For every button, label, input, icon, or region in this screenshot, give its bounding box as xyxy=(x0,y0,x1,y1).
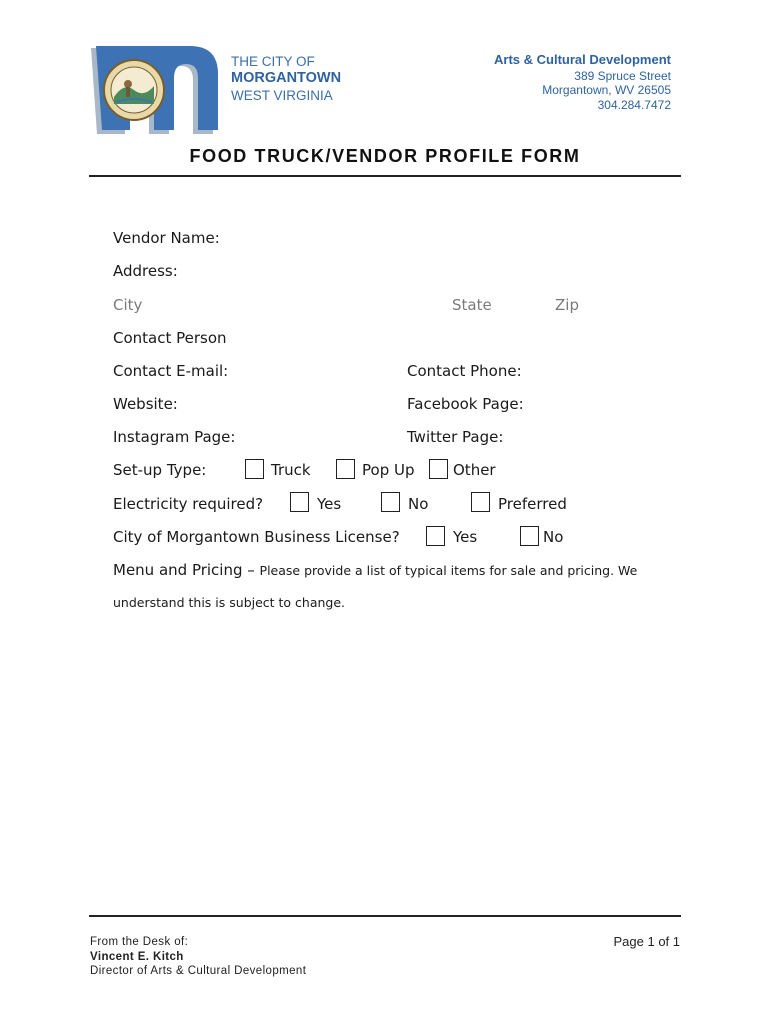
electricity-label: Electricity required? xyxy=(113,495,264,513)
org-city-line: Morgantown, WV 26505 xyxy=(542,83,671,97)
license-label: City of Morgantown Business License? xyxy=(113,528,400,546)
electricity-preferred-checkbox[interactable] xyxy=(471,492,490,512)
footer-name: Vincent E. Kitch xyxy=(90,951,184,963)
electricity-yes-checkbox[interactable] xyxy=(290,492,309,512)
menu-pricing-label: Menu and Pricing – xyxy=(113,561,260,579)
menu-pricing-note: Please provide a list of typical items for sale and pricing. We xyxy=(259,563,638,578)
electricity-no-checkbox[interactable] xyxy=(381,492,400,512)
setup-truck-checkbox[interactable] xyxy=(245,459,264,479)
header-city-of: THE CITY OF xyxy=(231,54,315,69)
electricity-preferred-label: Preferred xyxy=(498,495,567,513)
setup-other-label: Other xyxy=(453,461,496,479)
page-number: Page 1 of 1 xyxy=(613,934,680,949)
instagram-label: Instagram Page: xyxy=(113,428,236,446)
setup-popup-checkbox[interactable] xyxy=(336,459,355,479)
electricity-yes-label: Yes xyxy=(317,495,342,513)
city-seal-logo-icon xyxy=(88,42,223,137)
address-label: Address: xyxy=(113,262,178,280)
city-label: City xyxy=(113,296,143,314)
footer-divider xyxy=(89,915,681,917)
state-label: State xyxy=(452,296,492,314)
header-city-name: MORGANTOWN xyxy=(231,70,342,86)
license-yes-label: Yes xyxy=(453,528,478,546)
menu-pricing-row xyxy=(113,561,637,580)
menu-pricing-note-2: understand this is subject to change. xyxy=(113,595,346,610)
header-city-state: WEST VIRGINIA xyxy=(231,88,333,103)
license-yes-checkbox[interactable] xyxy=(426,526,445,546)
facebook-label: Facebook Page: xyxy=(407,395,524,413)
footer-role: Director of Arts & Cultural Development xyxy=(90,965,307,977)
license-no-label: No xyxy=(543,528,564,546)
setup-popup-label: Pop Up xyxy=(362,461,415,479)
vendor-name-label: Vendor Name: xyxy=(113,229,220,247)
contact-phone-label: Contact Phone: xyxy=(407,362,522,380)
footer-from: From the Desk of: xyxy=(90,936,189,948)
license-no-checkbox[interactable] xyxy=(520,526,539,546)
contact-email-label: Contact E-mail: xyxy=(113,362,229,380)
electricity-no-label: No xyxy=(408,495,429,513)
org-phone: 304.284.7472 xyxy=(597,98,671,112)
header-divider xyxy=(89,175,681,177)
form-title: FOOD TRUCK/VENDOR PROFILE FORM xyxy=(189,146,581,166)
setup-other-checkbox[interactable] xyxy=(429,459,448,479)
contact-person-label: Contact Person xyxy=(113,329,227,347)
org-name: Arts & Cultural Development xyxy=(494,52,671,67)
website-label: Website: xyxy=(113,395,178,413)
twitter-label: Twitter Page: xyxy=(407,428,504,446)
zip-label: Zip xyxy=(555,296,579,314)
setup-truck-label: Truck xyxy=(271,461,311,479)
setup-type-label: Set-up Type: xyxy=(113,461,207,479)
org-street: 389 Spruce Street xyxy=(574,69,671,83)
